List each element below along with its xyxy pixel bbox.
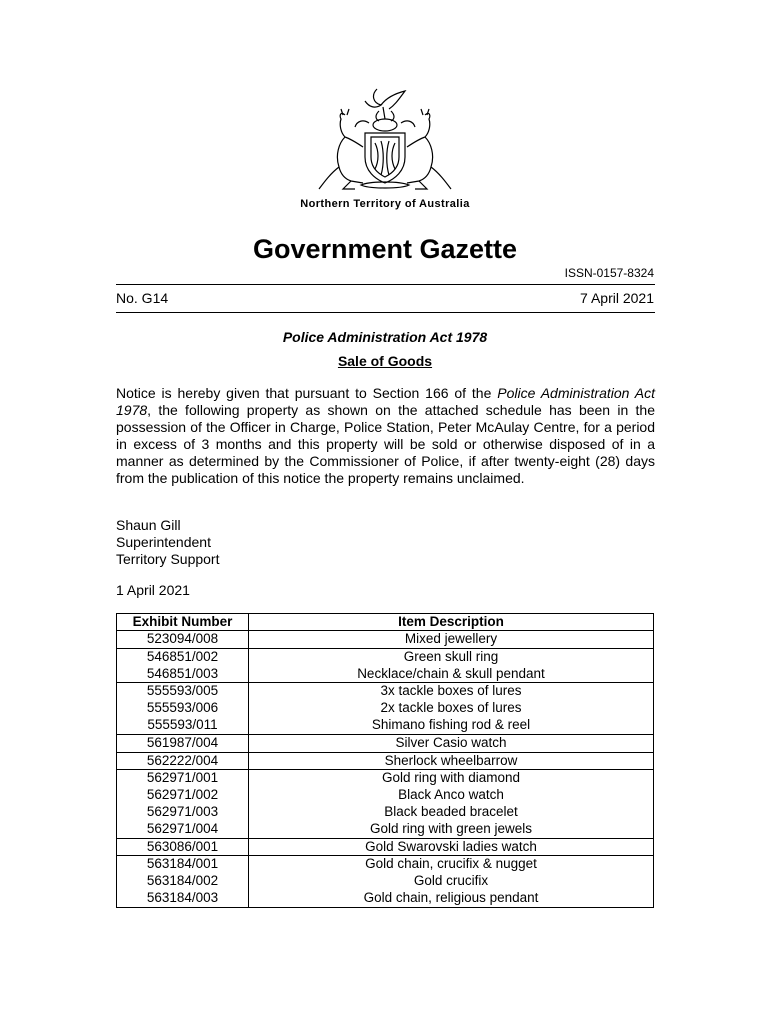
item-description-cell: Gold Swarovski ladies watch xyxy=(249,838,654,856)
table-row xyxy=(117,700,654,717)
table-row xyxy=(117,787,654,804)
item-description-cell: Black Anco watch xyxy=(249,787,654,804)
item-description-cell: Necklace/chain & skull pendant xyxy=(249,666,654,683)
table-row xyxy=(117,631,654,649)
signatory-position: Superintendent xyxy=(116,534,211,550)
table-row xyxy=(117,821,654,838)
exhibit-number-cell: 555593/006 xyxy=(117,700,249,717)
item-description-cell: Sherlock wheelbarrow xyxy=(249,752,654,770)
table-row xyxy=(117,856,654,873)
item-description-cell: 3x tackle boxes of lures xyxy=(249,683,654,700)
notice-body-start: Notice is hereby given that pursuant to Section 166 of the xyxy=(116,385,498,401)
exhibit-number-cell: 561987/004 xyxy=(117,734,249,752)
table-row xyxy=(117,683,654,700)
table-row xyxy=(117,873,654,890)
signed-date: 1 April 2021 xyxy=(116,582,190,598)
column-header-description: Item Description xyxy=(249,614,654,631)
exhibit-number-cell: 562971/004 xyxy=(117,821,249,838)
item-description-cell: Gold chain, crucifix & nugget xyxy=(249,856,654,873)
header-top-rule xyxy=(116,284,655,285)
issue-date: 7 April 2021 xyxy=(580,290,654,306)
gazette-title: Government Gazette xyxy=(252,234,518,264)
item-description-cell: Gold chain, religious pendant xyxy=(249,890,654,907)
item-description-cell: Silver Casio watch xyxy=(249,734,654,752)
table-row xyxy=(117,770,654,787)
exhibit-number-cell: 562971/003 xyxy=(117,804,249,821)
item-description-cell: Gold ring with green jewels xyxy=(249,821,654,838)
signatory-unit: Territory Support xyxy=(116,551,220,567)
exhibit-number-cell: 563184/003 xyxy=(117,890,249,907)
issn-number: ISSN-0157-8324 xyxy=(564,266,654,280)
coat-of-arms-icon xyxy=(305,85,465,197)
table-row xyxy=(117,838,654,856)
column-header-exhibit: Exhibit Number xyxy=(117,614,249,631)
notice-heading: Sale of Goods xyxy=(337,353,433,369)
exhibit-number-cell: 563184/002 xyxy=(117,873,249,890)
exhibit-number-cell: 562971/001 xyxy=(117,770,249,787)
table-header-row xyxy=(117,614,654,631)
exhibit-number-cell: 563184/001 xyxy=(117,856,249,873)
table-row xyxy=(117,648,654,665)
table-row xyxy=(117,804,654,821)
table-row xyxy=(117,890,654,907)
item-description-cell: Gold ring with diamond xyxy=(249,770,654,787)
notice-body xyxy=(116,385,655,487)
act-reference: Police Administration Act 1978 xyxy=(116,385,655,418)
table-row xyxy=(117,752,654,770)
item-description-cell: Shimano fishing rod & reel xyxy=(249,717,654,734)
table-row xyxy=(117,734,654,752)
exhibit-number-cell: 555593/011 xyxy=(117,717,249,734)
jurisdiction-name: Northern Territory of Australia xyxy=(300,198,470,210)
exhibit-number-cell: 523094/008 xyxy=(117,631,249,649)
exhibit-number-cell: 546851/002 xyxy=(117,648,249,665)
item-description-cell: Black beaded bracelet xyxy=(249,804,654,821)
table-row xyxy=(117,666,654,683)
notice-body-end: , the following property as shown on the attached schedule has been in the possession of the Officer in Charge, Police Station, Peter McAulay Centre, for a period in excess of 3 months and this property will be sold or otherwise disposed of in a manner as determined by the Commissioner of Police, if after twenty-eight (28) days from the publication of this notice the property remains unclaimed. xyxy=(116,402,655,486)
exhibit-number-cell: 562222/004 xyxy=(117,752,249,770)
table-row xyxy=(117,717,654,734)
item-description-cell: 2x tackle boxes of lures xyxy=(249,700,654,717)
property-schedule-table xyxy=(116,613,654,908)
item-description-cell: Gold crucifix xyxy=(249,873,654,890)
exhibit-number-cell: 563086/001 xyxy=(117,838,249,856)
item-description-cell: Green skull ring xyxy=(249,648,654,665)
exhibit-number-cell: 562971/002 xyxy=(117,787,249,804)
signature-block xyxy=(116,517,219,568)
issue-number: No. G14 xyxy=(116,290,169,306)
exhibit-number-cell: 555593/005 xyxy=(117,683,249,700)
signatory-name: Shaun Gill xyxy=(116,517,181,533)
header-bottom-rule xyxy=(116,312,655,313)
item-description-cell: Mixed jewellery xyxy=(249,631,654,649)
act-title: Police Administration Act 1978 xyxy=(282,329,488,345)
exhibit-number-cell: 546851/003 xyxy=(117,666,249,683)
